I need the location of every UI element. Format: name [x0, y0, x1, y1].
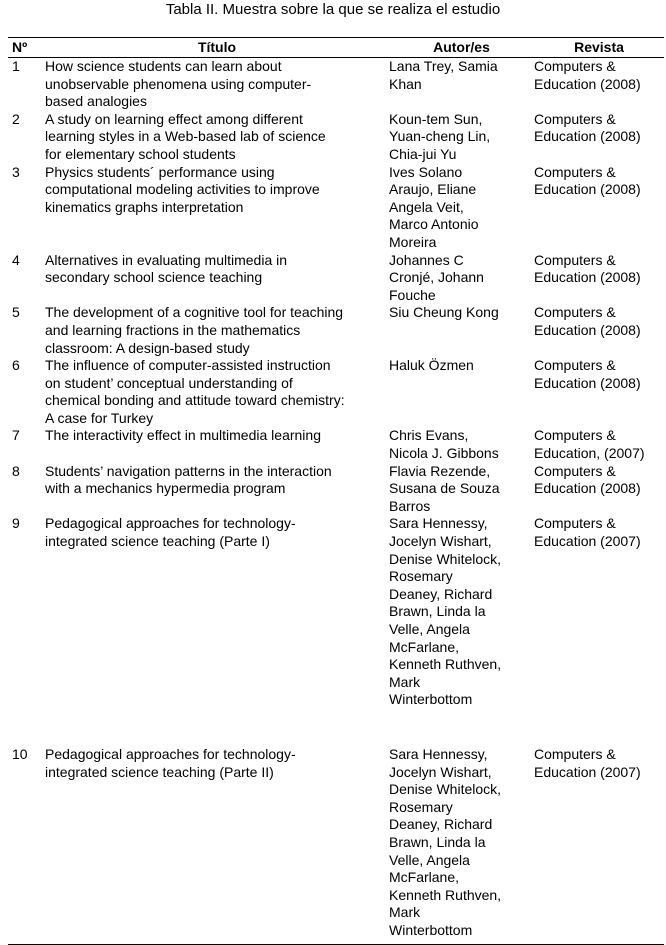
row-authors: Johannes C Cronjé, Johann Fouche	[389, 251, 484, 303]
row-title: Pedagogical approaches for technology- integrated science teaching (Parte II)	[45, 745, 296, 780]
row-authors: Ives Solano Araujo, Eliane Angela Veit, Marco Antonio Moreira	[389, 163, 479, 250]
table-row	[8, 58, 664, 111]
row-journal: Computers & Education (2008)	[534, 110, 641, 145]
table-caption: Tabla II. Muestra sobre la que se realiza el estudio	[165, 1, 501, 18]
row-number: 2	[12, 110, 20, 127]
row-title: The influence of computer-assisted instruction on student’ conceptual understanding of chemical bonding and attitude toward chemistry: A case for Turkey	[45, 357, 345, 426]
table-row	[8, 111, 664, 164]
table-row	[8, 463, 664, 516]
row-journal: Computers & Education (2008)	[534, 58, 641, 92]
table-body	[8, 58, 664, 945]
row-title: A study on learning effect among different learning styles in a Web-based lab of science for elementary school students	[45, 110, 326, 162]
table-header	[8, 38, 664, 58]
row-journal: Computers & Education (2007)	[534, 745, 641, 780]
row-title: The development of a cognitive tool for teaching and learning fractions in the mathematics classroom: A design-based study	[45, 304, 344, 356]
row-authors: Sara Hennessy, Jocelyn Wishart, Denise Whitelock, Rosemary Deaney, Richard Brawn, Linda la Velle, Angela McFarlane, Kenneth Ruthven, Mark Winterbottom	[389, 515, 502, 708]
row-number: 10	[8, 746, 45, 944]
row-authors: Chris Evans, Nicola J. Gibbons	[389, 427, 499, 462]
row-authors: Flavia Rezende, Susana de Souza Barros	[389, 462, 500, 514]
table-row	[8, 304, 664, 357]
row-journal: Computers & Education (2008)	[534, 163, 641, 198]
row-journal: Computers & Education (2008)	[534, 357, 641, 391]
row-title: The interactivity effect in multimedia learning	[45, 427, 321, 444]
study-sample-table	[8, 37, 664, 945]
table-row	[8, 427, 664, 462]
row-title: Students’ navigation patterns in the interaction with a mechanics hypermedia program	[45, 462, 332, 497]
table-row	[8, 164, 664, 252]
row-number: 1	[12, 58, 20, 74]
row-authors: Haluk Özmen	[389, 357, 474, 374]
row-journal: Computers & Education (2008)	[534, 462, 641, 497]
row-authors: Lana Trey, Samia Khan	[389, 58, 498, 92]
header-row	[8, 38, 664, 58]
row-number: 8	[12, 462, 20, 479]
table-row	[8, 252, 664, 305]
header-journal: Revista	[534, 38, 664, 58]
row-title: How science students can learn about unobservable phenomena using computer- based analogies	[45, 58, 312, 110]
row-title: Pedagogical approaches for technology- integrated science teaching (Parte I)	[45, 515, 296, 550]
row-number: 6	[12, 357, 20, 374]
row-journal: Computers & Education (2007)	[534, 515, 641, 550]
row-authors: Koun-tem Sun, Yuan-cheng Lin, Chia-jui Yu	[389, 110, 491, 162]
header-number: Nº	[8, 38, 45, 58]
table-row	[8, 357, 664, 427]
row-number: 3	[12, 163, 20, 180]
row-number: 4	[12, 251, 20, 268]
header-authors: Autor/es	[389, 38, 534, 58]
table-row	[8, 746, 664, 944]
table-row	[8, 515, 664, 746]
row-journal: Computers & Education, (2007)	[534, 427, 645, 462]
header-title: Título	[45, 38, 389, 58]
row-number: 9	[12, 515, 20, 532]
row-journal: Computers & Education (2008)	[534, 251, 641, 286]
row-journal: Computers & Education (2008)	[534, 304, 641, 338]
row-number: 5	[12, 304, 20, 321]
row-number: 7	[12, 427, 20, 444]
row-authors: Siu Cheung Kong	[389, 304, 499, 321]
row-title: Physics students´ performance using computational modeling activities to improve kinematics graphs interpretation	[45, 163, 320, 215]
row-title: Alternatives in evaluating multimedia in secondary school science teaching	[45, 251, 288, 286]
row-authors: Sara Hennessy, Jocelyn Wishart, Denise Whitelock, Rosemary Deaney, Richard Brawn, Linda la Velle, Angela McFarlane, Kenneth Ruthven, Mark Winterbottom	[389, 745, 502, 938]
